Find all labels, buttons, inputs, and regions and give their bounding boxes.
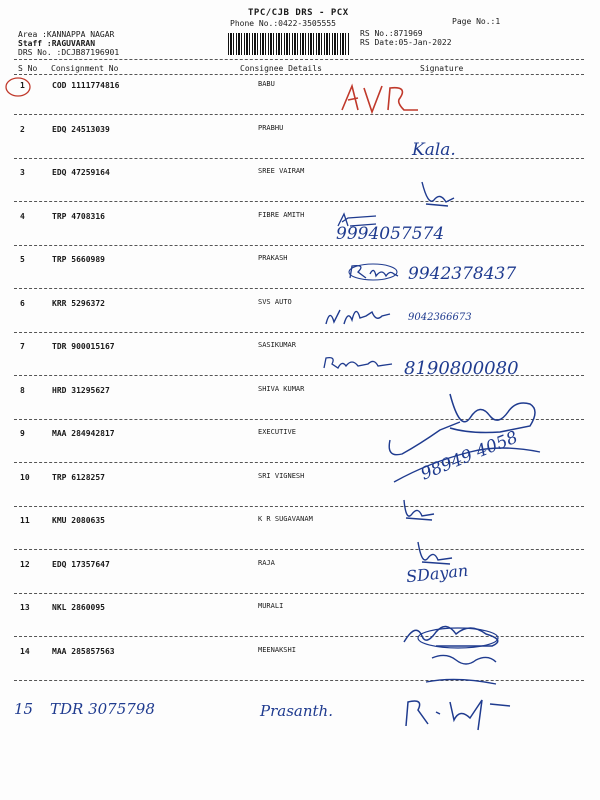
- row-divider: [14, 245, 584, 246]
- row-sno: 2: [20, 125, 25, 134]
- row-consignment: MAA 285857563: [52, 647, 115, 656]
- signature-2: Kala.: [412, 140, 456, 160]
- sheet-title: TPC/CJB DRS - PCX: [248, 8, 349, 18]
- signature-15: [400, 694, 520, 734]
- signature-6: [322, 300, 402, 330]
- extra-row-consignment: TDR 3075798: [50, 700, 155, 718]
- row-divider: [14, 549, 584, 550]
- row-sno: 10: [20, 473, 30, 482]
- row-consignee: BABU: [258, 80, 275, 88]
- signature-3: [418, 178, 458, 208]
- col-signature: Signature: [420, 64, 464, 73]
- row-consignee: SASIKUMAR: [258, 341, 296, 349]
- row-divider: [14, 114, 584, 115]
- extra-row-name: Prasanth.: [260, 702, 333, 720]
- row-consignee: RAJA: [258, 559, 275, 567]
- row-consignee: PRABHU: [258, 124, 284, 132]
- row-sno: 14: [20, 647, 30, 656]
- phone-note-7: 8190800080: [404, 358, 519, 379]
- drs-number: DRS No. :DCJB87196901: [18, 48, 120, 57]
- divider: [14, 59, 584, 60]
- row-consignee: SREE VAIRAM: [258, 167, 305, 175]
- row-consignment: KMU 2080635: [52, 516, 105, 525]
- divider: [14, 74, 584, 75]
- row-divider: [14, 288, 584, 289]
- row-consignee: FIBRE AMITH: [258, 211, 305, 219]
- row-consignment: EDQ 24513039: [52, 125, 110, 134]
- phone-number: Phone No.:0422-3505555: [230, 19, 336, 28]
- row-sno: 7: [20, 342, 25, 351]
- row-consignment: MAA 284942817: [52, 429, 115, 438]
- signature-1: [338, 80, 428, 120]
- row-consignment: NKL 2860095: [52, 603, 105, 612]
- row-consignment: KRR 5296372: [52, 299, 105, 308]
- phone-note-4: 9994057574: [336, 224, 445, 244]
- row-consignment: COD 1111774816: [52, 81, 120, 90]
- row-consignment: TRP 4708316: [52, 212, 105, 221]
- signature-8-9: [380, 382, 560, 502]
- phone-note-9: 98949 4058: [417, 427, 521, 485]
- row-divider: [14, 201, 584, 202]
- row-consignee: MURALI: [258, 602, 284, 610]
- signature-12: SDayan: [405, 560, 470, 587]
- phone-note-6: 9042366673: [408, 312, 472, 323]
- col-consignee: Consignee Details: [240, 64, 322, 73]
- row-divider: [14, 506, 584, 507]
- row-consignee: MEENAKSHI: [258, 646, 296, 654]
- row-consignee: SRI VIGNESH: [258, 472, 305, 480]
- row-consignee: PRAKASH: [258, 254, 288, 262]
- rs-date: RS Date:05-Jan-2022: [360, 38, 452, 47]
- row-consignment: EDQ 17357647: [52, 560, 110, 569]
- row-consignee: K R SUGAVANAM: [258, 515, 313, 523]
- signature-13-14: [396, 612, 516, 702]
- row-consignment: TRP 5660989: [52, 255, 105, 264]
- row-sno: 3: [20, 168, 25, 177]
- signature-10: [398, 496, 448, 526]
- row-consignment: TRP 6128257: [52, 473, 105, 482]
- area: Area :KANNAPPA NAGAR: [18, 30, 115, 39]
- row-sno: 12: [20, 560, 30, 569]
- row-sno: 6: [20, 299, 25, 308]
- row-sno: 1: [20, 81, 25, 90]
- phone-note-5: 9942378437: [408, 264, 517, 284]
- row-consignment: TDR 900015167: [52, 342, 115, 351]
- col-consignment: Consignment No: [51, 64, 119, 73]
- row-sno: 9: [20, 429, 25, 438]
- row-divider: [14, 158, 584, 159]
- page-number: Page No.:1: [452, 17, 501, 26]
- row-divider: [14, 593, 584, 594]
- row-sno: 11: [20, 516, 30, 525]
- staff: Staff :RAGUVARAN: [18, 39, 96, 48]
- row-consignee: SHIVA KUMAR: [258, 385, 305, 393]
- row-consignment: HRD 31295627: [52, 386, 110, 395]
- extra-row-sno: 15: [14, 700, 34, 718]
- col-sno: S No: [18, 64, 38, 73]
- rs-number: RS No.:871969: [360, 29, 423, 38]
- row-sno: 8: [20, 386, 25, 395]
- row-sno: 4: [20, 212, 25, 221]
- barcode: [228, 33, 350, 55]
- row-sno: 5: [20, 255, 25, 264]
- row-divider: [14, 332, 584, 333]
- row-sno: 13: [20, 603, 30, 612]
- row-consignment: EDQ 47259164: [52, 168, 110, 177]
- circle-mark: [4, 76, 34, 98]
- signature-7: [322, 354, 402, 374]
- row-consignee: SVS AUTO: [258, 298, 292, 306]
- signature-5: [348, 262, 408, 282]
- row-consignee: EXECUTIVE: [258, 428, 296, 436]
